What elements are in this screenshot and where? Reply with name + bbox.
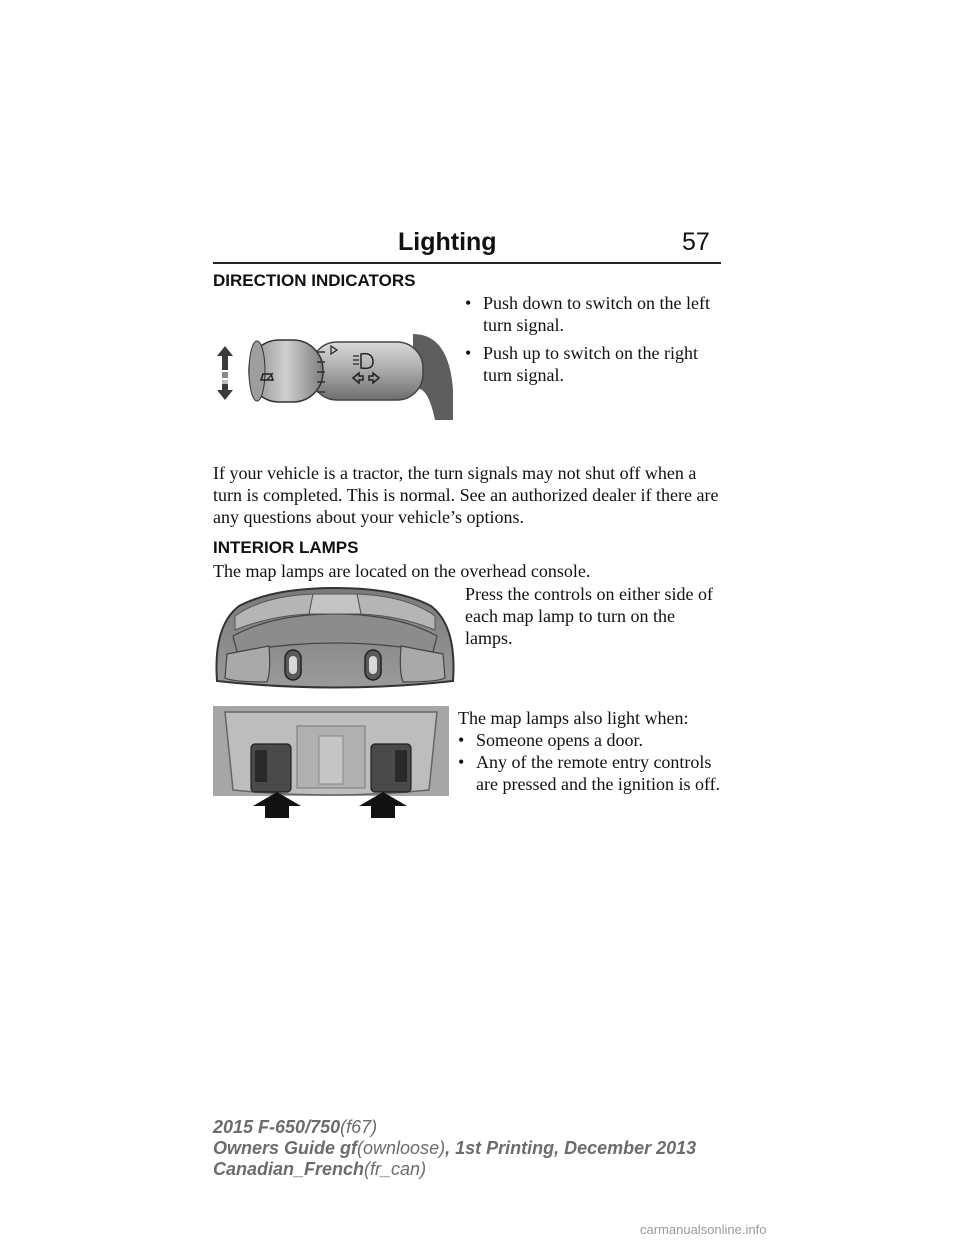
direction-indicators-heading: DIRECTION INDICATORS [213,271,416,290]
bullet-left-turn: • Push down to switch on the left turn signal. [465,292,715,336]
watermark: carmanualsonline.info [640,1222,767,1237]
turn-signal-stalk-illustration [213,330,453,420]
map-lamp-buttons-drawing [213,706,449,818]
header-divider [213,262,721,264]
turn-signal-bullet-list [465,292,715,392]
interior-lamps-heading: INTERIOR LAMPS [213,538,359,557]
bullet-remote-entry: • Any of the remote entry controls are pressed and the ignition is off. [458,751,723,795]
footer-line-2: Owners Guide gf(ownloose), 1st Printing, December 2013 [213,1138,697,1158]
section-title: Lighting [398,228,497,256]
page-number: 57 [682,228,710,256]
press-controls-text: Press the controls on either side of each map lamp to turn on the lamps. [465,584,713,648]
map-lamp-bullet-list [458,729,723,795]
map-lamp-buttons-illustration [213,706,449,818]
tractor-paragraph: If your vehicle is a tractor, the turn signals may not shut off when a turn is completed. This is normal. See an authorized dealer if there are any questions about your vehicle’s options. [213,463,719,527]
overhead-console-drawing [213,586,457,691]
document-footer [213,1117,696,1180]
footer-line-3: Canadian_French(fr_can) [213,1159,427,1179]
interior-lamps-intro: The map lamps are located on the overhead console. [213,561,591,581]
footer-line-1: 2015 F-650/750(f67) [213,1117,378,1137]
overhead-console-illustration [213,586,457,691]
map-lamps-also-light-text: The map lamps also light when: [458,708,689,728]
bullet-door-opens: • Someone opens a door. [458,729,723,751]
turn-signal-stalk-drawing [213,330,453,420]
bullet-right-turn: • Push up to switch on the right turn signal. [465,342,715,386]
